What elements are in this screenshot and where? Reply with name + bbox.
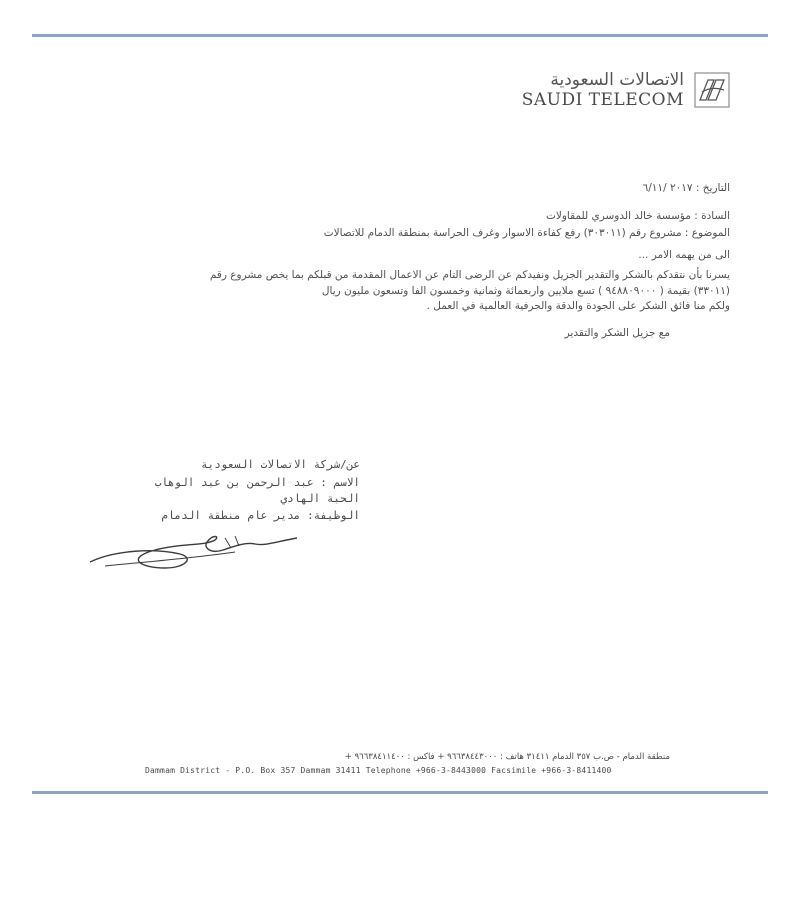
logo-arabic-text: الاتصالات السعودية — [550, 70, 684, 90]
letter-closing: مع جزيل الشكر والتقدير — [564, 327, 670, 339]
saudi-telecom-logo — [510, 70, 730, 112]
stc-logo-icon — [694, 72, 730, 108]
letter-addressee: السادة : مؤسسة خالد الدوسري للمقاولات — [545, 210, 730, 222]
signature-company: عن/شركة الاتصالات السعودية — [201, 458, 360, 471]
body-line-3: ولكم منا فائق الشكر على الجودة والدقة والحرفية العالمية في العمل . — [426, 300, 730, 312]
body-line-2: (٣٣٠١١) بقيمة ( ٩٤٨٨٠٩٠٠٠ ) تسع ملايين واربعمائة وثمانية وخمسون الفا وتسعون مليون ريال — [321, 284, 730, 297]
signature-title: الوظيفة: مدير عام منطقة الدمام — [161, 509, 360, 522]
footer-english: Dammam District - P.O. Box 357 Dammam 31411 Telephone +966-3-8443000 Facsimile +966-3-8411400 — [145, 766, 612, 775]
signature-name: الاسم : عبد الرحمن بن عبد الوهاب — [154, 476, 360, 489]
handwritten-signature — [85, 528, 300, 576]
signature-name-cont: الحبة الهادي — [280, 492, 360, 505]
logo-english-text: SAUDI TELECOM — [521, 90, 684, 110]
footer-arabic: منطقة الدمام - ص.ب ٣٥٧ الدمام ٣١٤١١ هاتف : ٩٦٦٣٨٤٤٣٠٠٠ + فاكس : ٩٦٦٣٨٤١١٤٠٠ + — [344, 752, 670, 762]
letter-subject: الموضوع : مشروع رقم (٣٠٣٠١١) رفع كفاءة الاسوار وغرف الحراسة بمنطقة الدمام للاتصالات — [323, 227, 730, 239]
bottom-rule — [32, 791, 768, 794]
letter-body — [110, 268, 730, 315]
top-rule — [32, 34, 768, 37]
body-line-1: يسرنا بأن نتقدكم بالشكر والتقدير الجزيل ونفيدكم عن الرضى التام عن الاعمال المقدمة من قبلكم بما يخص مشروع رقم — [209, 269, 730, 281]
letter-to-whom: الى من يهمه الامر ... — [638, 249, 730, 261]
letter-date: التاريخ : ٢٠١٧ /٦/١١ — [642, 182, 730, 194]
